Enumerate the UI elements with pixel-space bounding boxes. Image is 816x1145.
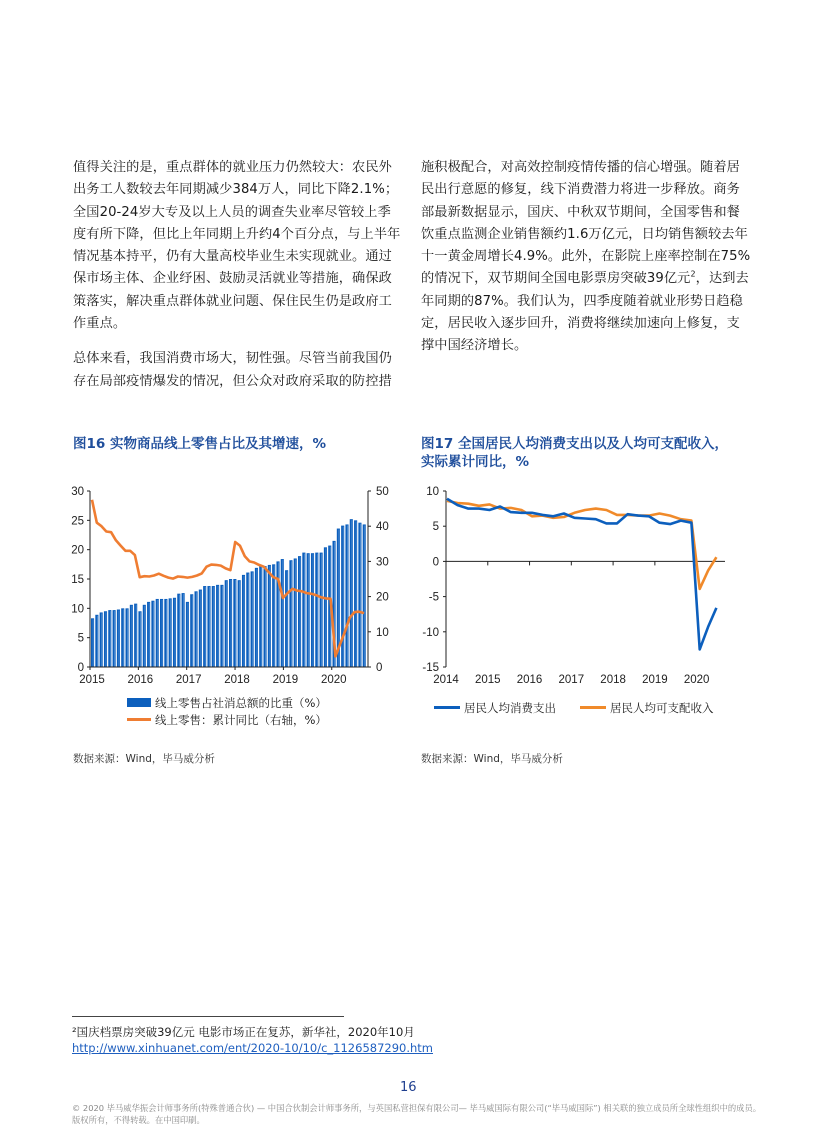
figure-17-chart bbox=[415, 480, 760, 690]
svg-text:-5: -5 bbox=[428, 591, 439, 604]
figure-17-legend bbox=[434, 699, 714, 716]
svg-text:15: 15 bbox=[71, 574, 84, 586]
svg-text:2019: 2019 bbox=[642, 674, 668, 686]
svg-text:2020: 2020 bbox=[683, 674, 710, 686]
svg-text:50: 50 bbox=[376, 486, 389, 498]
svg-text:-15: -15 bbox=[422, 662, 439, 674]
svg-text:20: 20 bbox=[71, 544, 84, 557]
legend-item-bar: 线上零售占社消总额的比重（%） bbox=[127, 694, 327, 711]
figure-16-source: 数据来源：Wind，毕马威分析 bbox=[73, 753, 215, 765]
footnote-ref[interactable]: 2 bbox=[690, 270, 696, 280]
svg-text:2018: 2018 bbox=[600, 674, 626, 686]
svg-text:5: 5 bbox=[77, 632, 84, 645]
legend-swatch-line bbox=[127, 718, 151, 721]
footnote: ²国庆档票房突破39亿元 电影市场正在复苏，新华社，2020年10月 http://www.xinhuanet.com/ent/2020-10/10/c_1126587290.htm bbox=[72, 1025, 433, 1055]
svg-text:5: 5 bbox=[432, 521, 439, 534]
svg-text:10: 10 bbox=[71, 603, 84, 616]
figure-17-source: 数据来源：Wind，毕马威分析 bbox=[421, 753, 563, 765]
right-column bbox=[421, 157, 751, 371]
legend-item-income: 居民人均可支配收入 bbox=[580, 699, 714, 716]
left-column bbox=[73, 157, 403, 406]
page-number: 16 bbox=[400, 1080, 417, 1095]
svg-text:2018: 2018 bbox=[224, 674, 250, 686]
footnote-link[interactable]: http://www.xinhuanet.com/ent/2020-10/10/c_1126587290.htm bbox=[72, 1041, 433, 1055]
paragraph: 施积极配合，对高效控制疫情传播的信心增强。随着居民出行意愿的修复，线下消费潜力将进一步释放。商务部最新数据显示，国庆、中秋双节期间，全国零售和餐饮重点监测企业销售额约1.6万亿元，日均销售额较去年十一黄金周增长4.9%。此外，在影院上座率控制在75%的情况下，双节期间全国电影票房突破39亿元$^2$，达到去年同期的87%。我们认为，四季度随着就业形势日趋稳定，居民收入逐步回升，消费将继续加速向上修复，支撑中国经济增长。 bbox=[421, 160, 751, 354]
legend-item-line: 线上零售：累计同比（右轴，%） bbox=[127, 711, 327, 728]
svg-text:2015: 2015 bbox=[474, 674, 501, 686]
svg-text:0: 0 bbox=[376, 662, 383, 674]
svg-text:2020: 2020 bbox=[320, 674, 347, 686]
svg-text:2014: 2014 bbox=[433, 674, 459, 686]
svg-text:30: 30 bbox=[376, 556, 389, 569]
svg-text:2016: 2016 bbox=[127, 674, 154, 686]
svg-text:10: 10 bbox=[376, 626, 389, 639]
svg-text:2015: 2015 bbox=[79, 674, 105, 686]
svg-text:20: 20 bbox=[376, 591, 389, 604]
legend-swatch-bar bbox=[127, 698, 151, 707]
figure-16-chart bbox=[60, 480, 405, 690]
svg-text:2017: 2017 bbox=[175, 674, 202, 686]
footnote-divider bbox=[72, 1016, 344, 1017]
figure-16-title: 图16 实物商品线上零售占比及其增速，% bbox=[73, 436, 327, 452]
svg-text:2019: 2019 bbox=[272, 674, 299, 686]
svg-text:30: 30 bbox=[71, 486, 84, 498]
svg-text:-10: -10 bbox=[422, 626, 439, 639]
svg-text:10: 10 bbox=[426, 486, 439, 498]
paragraph: 值得关注的是，重点群体的就业压力仍然较大：农民外出务工人数较去年同期减少384万人，同比下降2.1%；全国20-24岁大专及以上人员的调查失业率尽管较上季度有所下降，但比上年同期上升约4个百分点，与上半年情况基本持平，仍有大量高校毕业生未实现就业。通过保市场主体、企业纾困、鼓励灵活就业等措施，确保政策落实，解决重点群体就业问题、保住民生仍是政府工作重点。 bbox=[73, 160, 401, 332]
svg-text:2016: 2016 bbox=[516, 674, 543, 686]
svg-text:40: 40 bbox=[376, 521, 389, 534]
paragraph: 总体来看，我国消费市场大，韧性强。尽管当前我国仍存在局部疫情爆发的情况，但公众对政府采取的防控措 bbox=[73, 351, 392, 389]
svg-text:0: 0 bbox=[432, 556, 439, 569]
svg-text:25: 25 bbox=[71, 515, 84, 528]
legend-item-consumption: 居民人均消费支出 bbox=[434, 699, 556, 716]
figure-17-title: 图17 全国居民人均消费支出以及人均可支配收入， 实际累计同比，% bbox=[421, 436, 728, 470]
legal-notice: © 2020 毕马威华振会计师事务所(特殊普通合伙) — 中国合伙制会计师事务所，与英国私营担保有限公司— 毕马威国际有限公司(“毕马威国际”) 相关联的独立成员所全球性组织中的成员。 版权所有，不得转载。在中国印刷。 bbox=[72, 1103, 762, 1125]
svg-text:0: 0 bbox=[77, 662, 84, 674]
figure-16-legend bbox=[127, 694, 327, 728]
svg-text:2017: 2017 bbox=[558, 674, 585, 686]
